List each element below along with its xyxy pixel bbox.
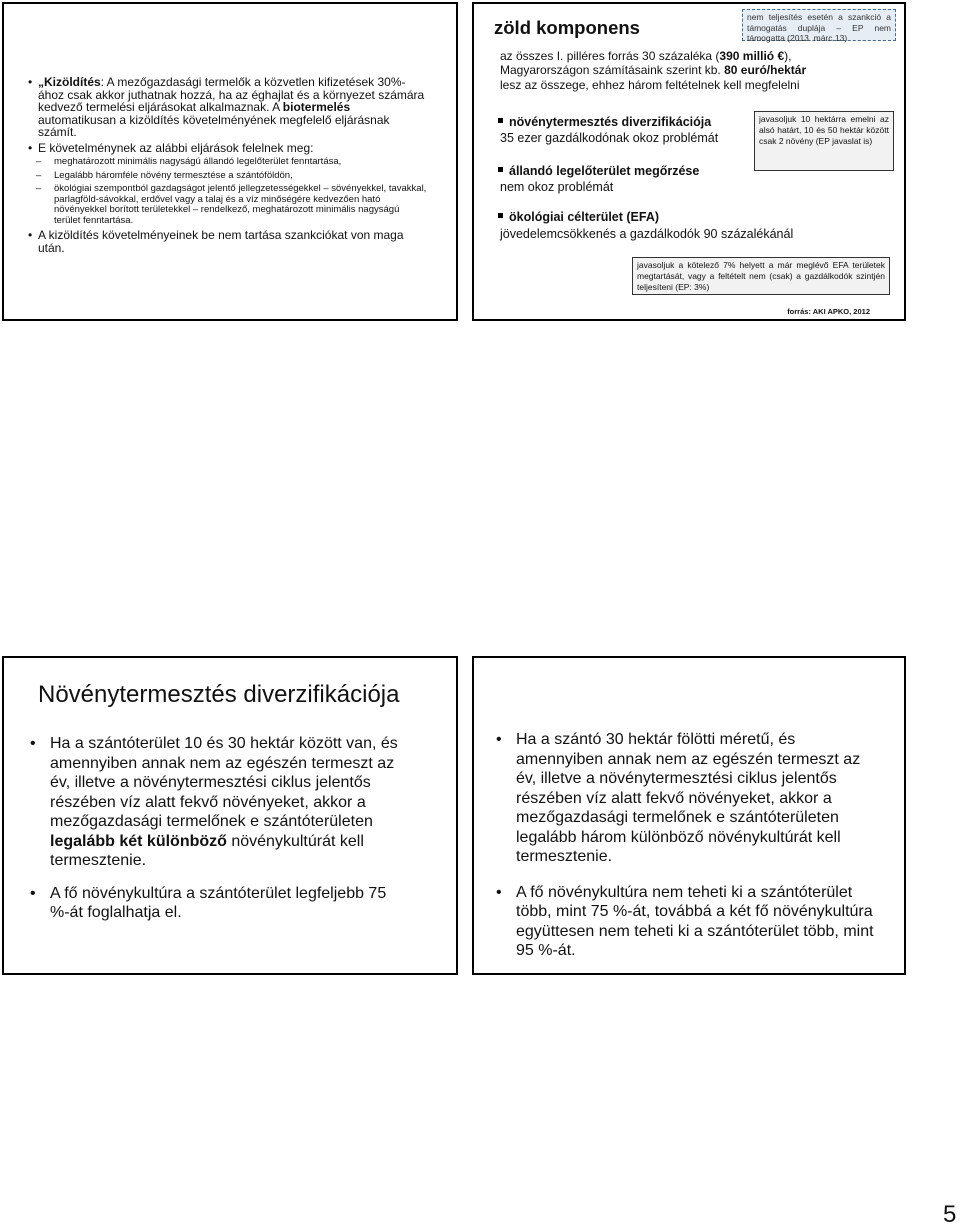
bullet-legelo-text: nem okoz problémát	[500, 180, 614, 194]
intro-title: „Kizöldítés	[38, 75, 101, 89]
source-note: forrás: AKI APKO, 2012	[787, 307, 870, 316]
slide-title: Növénytermesztés diverzifikációja	[38, 681, 400, 708]
slide-kizoldites	[2, 2, 458, 321]
bullet-dot: •	[28, 140, 33, 155]
line-source: az összes I. pilléres forrás 30 százaléka (390 millió €),	[500, 49, 792, 63]
line-conditions: lesz az összege, ehhez három feltételnek kell megfelelni	[500, 78, 800, 92]
slide-title: zöld komponens	[494, 17, 640, 38]
list-item: • Ha a szántó 30 hektár fölötti méretű, és amennyiben annak nem az egészén termeszt az év, illetve a növénytermesztési ciklus jelentős részében víz alatt fekvő növényeket, akkor a mezőgazdasági termelőnek e szántóterületen legalább három különböző növénykultúrát kell termesztenie.	[496, 731, 861, 865]
intro-end: automatikusan a kizöldítés követelményének megfelelő eljárásnak számít.	[38, 112, 390, 139]
callout-sanction: nem teljesítés esetén a szankció a támogatás duplája – EP nem támogatta (2013. márc 13)	[742, 9, 896, 41]
bullet-diverzifikacio: növénytermesztés diverzifikációja	[498, 115, 711, 130]
list-item: • A fő növénykultúra nem teheti ki a szántóterület több, mint 75 %-át, továbbá a két fő növénykultúra együttesen nem teheti ki a szántóterület több, mint 95 %-át.	[496, 883, 874, 959]
list-item: – meghatározott minimális nagyságú állandó legelőterület fenntartása,	[36, 156, 342, 167]
list-item: – Legalább háromféle növény termesztése a szántóföldön,	[36, 169, 293, 181]
list-item: – ökológiai szempontból gazdagságot jelentő jellegzetességekkel – sövényekkel, tavakkal, parlagföld-sávokkal, erdővel vagy a talaj és a víz minőségére kedvezően ható növényekkel borított területekkel – rendelkező, meghatározott minimális nagyságú terület fenntartása.	[36, 183, 427, 226]
square-bullet-icon	[498, 118, 503, 123]
callout-diverzifikacio: javasoljuk 10 hektárra emelni az alsó határt, 10 és 50 hektár között csak 2 növény (EP javaslat is)	[754, 111, 894, 171]
bullet-dot: •	[28, 75, 33, 89]
intro-paragraph	[28, 76, 428, 139]
callout-efa: javasoljuk a kötelező 7% helyett a már meglévő EFA területek megtartását, vagy a feltételt nem (csak) a gazdálkodók szintjén teljesíteni (EP: 3%)	[632, 257, 890, 295]
bullet-diverzifikacio-text: 35 ezer gazdálkodónak okoz problémát	[500, 131, 719, 145]
line-amount: Magyarországon számításaink szerint kb. 80 euró/hektár	[500, 63, 807, 77]
slide4-list	[496, 730, 884, 974]
intro-bio: biotermelés	[282, 100, 351, 114]
bullet-legelo: állandó legelőterület megőrzése	[498, 164, 699, 179]
bullet-dot: •	[28, 228, 33, 242]
slide-szanto-30-felett	[472, 656, 906, 975]
square-bullet-icon	[498, 167, 503, 172]
list-item: • Ha a szántóterület 10 és 30 hektár között van, és amennyiben annak nem az egészén termeszt az év, illetve a növénytermesztési ciklus jelentős részében víz alatt fekvő növényeket, akkor a mezőgazdasági termelőnek e szántóterületen legalább két különböző növénykultúrát kell termesztenie.	[30, 735, 398, 869]
requirements-list	[28, 157, 428, 226]
slide3-list	[30, 734, 402, 936]
page-number: 5	[943, 1201, 957, 1228]
slide-zold-komponens	[472, 2, 906, 321]
bullet-efa-text: jövedelemcsökkenés a gazdálkodók 90 százalékánál	[500, 227, 794, 241]
list-item: • A fő növénykultúra a szántóterület legfeljebb 75 %-át foglalhatja el.	[30, 884, 387, 921]
square-bullet-icon	[498, 213, 503, 218]
bullet-efa: ökológiai célterület (EFA)	[498, 210, 659, 225]
slide1-body	[28, 76, 428, 254]
intro-text: : A mezőgazdasági termelők a közvetlen kifizetések 30%-ához csak akkor juthatnak hozzá, ha az éghajlat és a környezet számára kedvező termelési eljárásokat alkalmaznak. A	[38, 75, 425, 114]
slide-novenytermesztes	[2, 656, 458, 975]
requirements-bullet: • E követelménynek az alábbi eljárások felelnek meg:	[28, 140, 314, 155]
sanction-bullet: • A kizöldítés követelményeinek be nem tartása szankciókat von maga után.	[28, 228, 404, 255]
